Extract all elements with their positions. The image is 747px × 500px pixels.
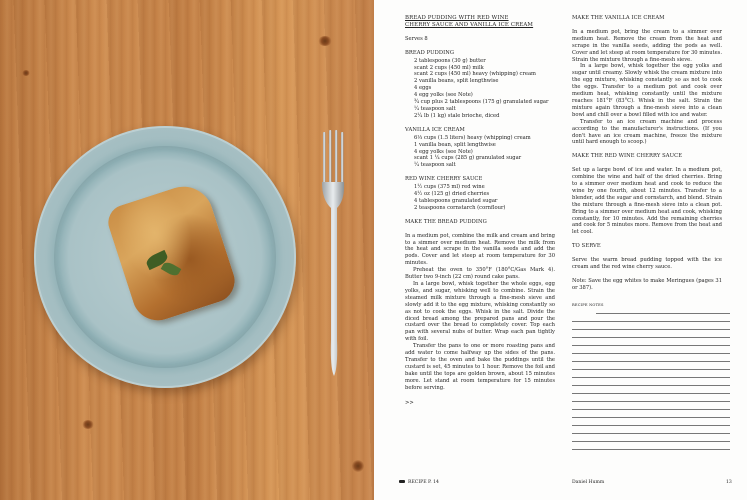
- recipe-title-line: BREAD PUDDING WITH RED WINE: [405, 15, 509, 21]
- continue-arrow: >>: [405, 399, 414, 406]
- method-paragraph: In a medium pot, bring the cream to a simmer over medium heat. Remove the cream from the heat and scrape in the vanilla seeds, adding the pods as well. Cover and let steep at room temperature for 30 minutes. Strain the mixture through a fine-mesh sieve.: [572, 28, 722, 63]
- method-paragraph: Preheat the oven to 350°F (180°C/Gas Mark 4). Butter two 9-inch (22 cm) round cake pans.: [405, 267, 555, 281]
- ingredient: scant 2 cups (450 ml) milk: [414, 64, 484, 71]
- ingredients-ice-cream: [405, 127, 555, 169]
- ribbon-icon: [399, 480, 405, 483]
- note-line: [572, 449, 730, 450]
- footer-recipe-ref: [399, 480, 439, 487]
- serves: Serves 8: [405, 35, 428, 42]
- section-heading: BREAD PUDDING: [405, 49, 455, 56]
- ingredient: 1 vanilla bean, split lengthwise: [414, 141, 496, 148]
- ingredient: 6⅓ cups (1.5 liters) heavy (whipping) cream: [414, 134, 531, 141]
- wood-knot: [22, 70, 30, 76]
- ingredients-bread-pudding: [405, 50, 555, 120]
- ingredient: 2 vanilla beans, split lengthwise: [414, 78, 499, 85]
- recipe-notes-lines: [572, 309, 722, 459]
- text-column-right: [572, 15, 722, 459]
- method-paragraph: Transfer the pans to one or more roasting pans and add water to come halfway up the sides of the pans. Transfer to the oven and bake the puddings until the custard is set, 45 minutes to 1 hour. Remove the foil and bake until the tops are golden brown, about 15 minutes more. Let stand at room temperature for 15 minutes before serving.: [405, 343, 555, 391]
- ingredient: 4 egg yolks (see Note): [414, 148, 473, 155]
- note-line: [572, 385, 730, 386]
- ingredient: ¼ teaspoon salt: [414, 162, 456, 169]
- method-paragraph: In a large bowl, whisk together the whole eggs, egg yolks, and sugar, whisking well to combine. Strain the steamed milk mixture through a fine-mesh sieve and slowly add it to the egg mixture, whisking constantly so as not to cook the eggs. Whisk in the salt. Divide the diced bread among the prepared pans and pour the custard over the bread to completely cover. Top each pan with several nubs of butter. Wrap each pan tightly with foil.: [405, 281, 555, 343]
- page-number: 13: [726, 480, 732, 485]
- ingredient: 2 teaspoons cornstarch (cornflour): [414, 204, 506, 211]
- note-line: [572, 417, 730, 418]
- section-heading: RED WINE CHERRY SAUCE: [405, 176, 483, 183]
- note-line: [572, 321, 730, 322]
- note-line: [572, 337, 730, 338]
- ingredient: 4½ oz (125 g) dried cherries: [414, 191, 490, 198]
- recipe-notes-title: RECIPE NOTES: [572, 302, 604, 307]
- ingredients-cherry-sauce: [405, 176, 555, 212]
- note-line: [572, 377, 730, 378]
- method-paragraph: In a medium pot, combine the milk and cream and bring to a simmer over medium heat. Remove the milk from the heat and scrape in the vanilla seeds and add the pods. Cover and let steep at room temperature for 30 minutes.: [405, 232, 555, 267]
- note-line: [572, 425, 730, 426]
- ingredient: 2¼ lb (1 kg) stale brioche, diced: [414, 112, 500, 119]
- section-heading: MAKE THE RED WINE CHERRY SAUCE: [572, 153, 683, 160]
- note-line: [572, 345, 730, 346]
- fork-icon: [314, 130, 354, 380]
- method-paragraph: In a large bowl, whisk together the egg yolks and sugar until creamy. Slowly whisk the cream mixture into the egg mixture, whisking constantly so as not to cook the eggs. Transfer to a medium pot and cook over medium heat, whisking constantly until the mixture reaches 181°F (83°C). Whisk in the salt. Strain the mixture again through a fine-mesh sieve into a clean bowl and chill over a bowl filled with ice and water.: [572, 63, 722, 118]
- note-line: [596, 313, 730, 314]
- wood-knot: [352, 460, 364, 472]
- text-column-left: [405, 15, 555, 413]
- recipe-title: [405, 15, 555, 29]
- recipe-text-page: [374, 0, 747, 500]
- ingredient: scant 2 cups (450 ml) heavy (whipping) cream: [414, 71, 536, 78]
- ingredient: 4 egg yolks (see Note): [414, 92, 473, 99]
- note-line: [572, 393, 730, 394]
- ingredient: 1½ cups (375 ml) red wine: [414, 184, 485, 191]
- note-line: [572, 369, 730, 370]
- method-bread-pudding: [405, 219, 555, 407]
- recipe-note: Note: Save the egg whites to make Meringues (pages 31 or 387).: [572, 278, 722, 291]
- footer-author: Daniel Humm: [572, 480, 605, 485]
- note-line: [572, 441, 730, 442]
- ingredient: 4 tablespoons granulated sugar: [414, 197, 498, 204]
- note-line: [572, 361, 730, 362]
- ingredient: scant 1 ¼ cups (285 g) granulated sugar: [414, 155, 522, 162]
- method-to-serve: [572, 243, 722, 271]
- wood-knot: [82, 420, 94, 429]
- ingredient: ¼ teaspoon salt: [414, 105, 456, 112]
- ingredient: ¾ cup plus 2 tablespoons (175 g) granulated sugar: [414, 99, 549, 106]
- note-line: [572, 353, 730, 354]
- section-heading: TO SERVE: [572, 243, 601, 250]
- method-paragraph: Serve the warm bread pudding topped with the ice cream and the red wine cherry sauce.: [572, 257, 722, 271]
- recipe-title-line: CHERRY SAUCE AND VANILLA ICE CREAM: [405, 21, 534, 28]
- footer-recipe-ref-text: RECIPE P. 14: [408, 480, 439, 485]
- ingredient: 4 eggs: [414, 85, 432, 92]
- note-line: [572, 433, 730, 434]
- note-line: [572, 401, 730, 402]
- wood-knot: [318, 36, 332, 46]
- section-heading: VANILLA ICE CREAM: [405, 126, 465, 133]
- note-line: [572, 409, 730, 410]
- ingredient: 2 tablespoons (30 g) butter: [414, 57, 486, 64]
- method-ice-cream: [572, 15, 722, 146]
- section-heading: MAKE THE BREAD PUDDING: [405, 218, 487, 225]
- section-heading: MAKE THE VANILLA ICE CREAM: [572, 15, 665, 21]
- note-line: [572, 329, 730, 330]
- method-paragraph: Transfer to an ice cream machine and process according to the manufacturer's instructions. (If you don't have an ice cream machine, freeze the mixture until hard enough to scoop.): [572, 118, 722, 146]
- method-paragraph: Set up a large bowl of ice and water. In a medium pot, combine the wine and half of the dried cherries. Bring to a simmer over medium heat and cook to reduce the wine by one fourth, about 12 minutes. Transfer to a blender, add the sugar and cornstarch, and blend. Strain the mixture through a fine-mesh sieve into a clean pot. Bring to a simmer over medium heat and cook, whisking constantly, for 10 minutes. Add the remaining cherries and cook for 5 minutes more. Remove from the heat and let cool.: [572, 167, 722, 236]
- method-cherry-sauce: [572, 153, 722, 236]
